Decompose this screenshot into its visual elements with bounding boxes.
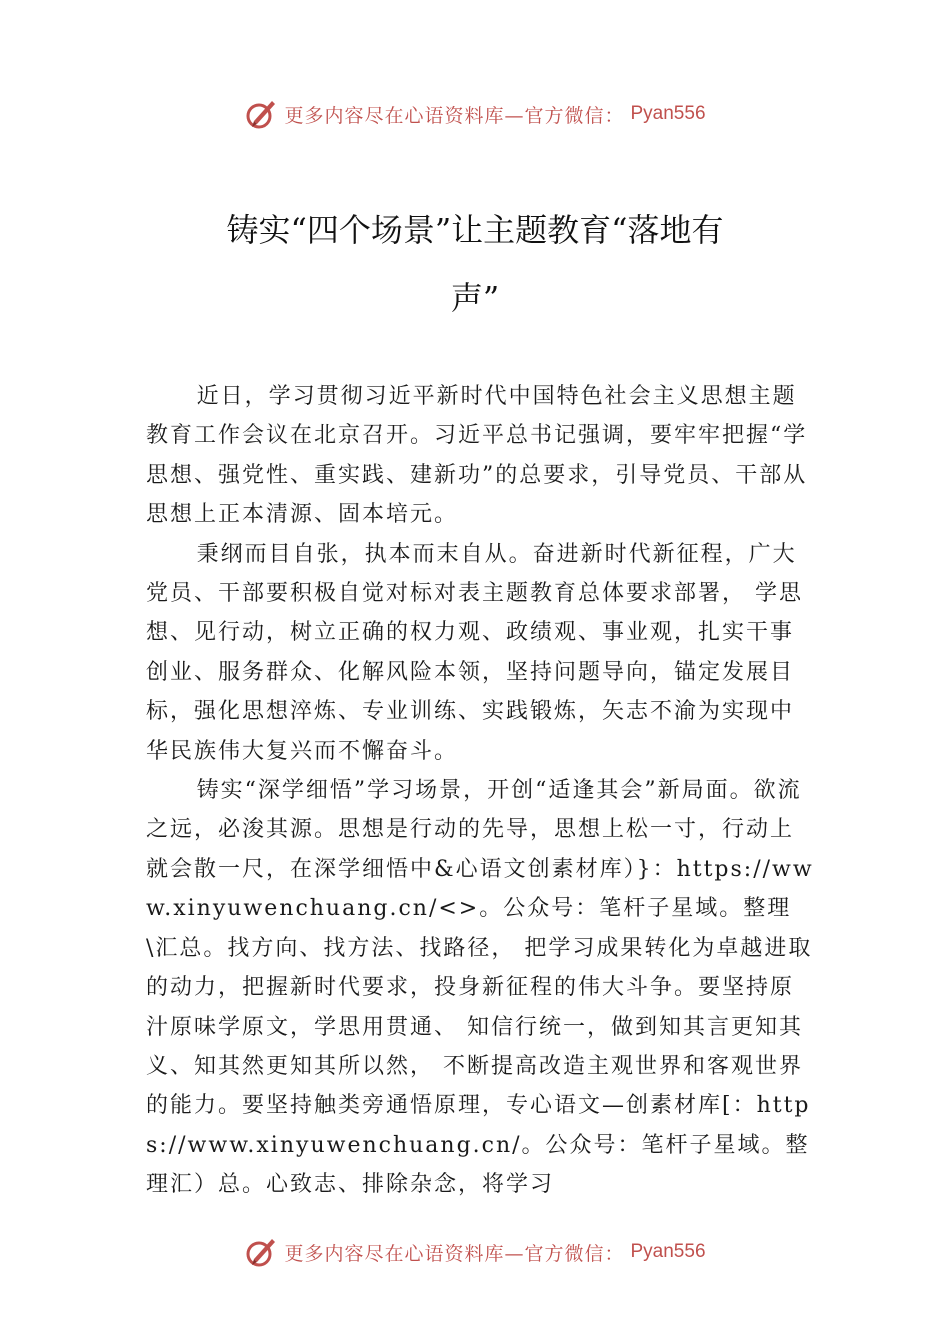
- paragraph: 铸实“深学细悟”学习场景，开创“适逢其会”新局面。欲流之远，必浚其源。思想是行动的先导，思想上松一寸，行动上就会散一尺，在深学细悟中&心语文创素材库）}：https://www.xinyuwenchuang.cn/<>。公众号：笔杆子星域。整理\汇总。找方向、找方法、找路径， 把学习成果转化为卓越进取的动力，把握新时代要求，投身新征程的伟大斗争。要坚持原汁原味学原文，学思用贯通、 知信行统一，做到知其言更知其义、知其然更知其所以然， 不断提高改造主观世界和客观世界的能力。要坚持触类旁通悟原理，专心语文—创素材库[：https://www.xinyuwenchuang.cn/。公众号：笔杆子星域。整理汇）总。心致志、排除杂念，将学习: [146, 778, 814, 1198]
- paragraph: 近日，学习贯彻习近平新时代中国特色社会主义思想主题教育工作会议在北京召开。习近平总书记强调，要牢牢把握“学思想、强党性、重实践、建新功”的总要求，引导党员、干部从思想上正本清源、固本培元。: [146, 384, 808, 528]
- footer-watermark-banner: [0, 1232, 950, 1272]
- banner-text: 更多内容尽在心语资料库—官方微信：: [284, 1242, 625, 1265]
- red-quill-logo-icon: [244, 1235, 278, 1269]
- title-line-2: 声”: [450, 279, 500, 317]
- banner-text: 更多内容尽在心语资料库—官方微信：: [284, 104, 625, 127]
- banner-wechat-id: Pyan556: [630, 103, 706, 124]
- article-title: [150, 196, 800, 332]
- article-body: [146, 377, 816, 1205]
- title-line-1: 铸实“四个场景”让主题教育“落地有: [226, 211, 724, 249]
- red-quill-logo-icon: [244, 97, 278, 131]
- paragraph: 秉纲而目自张，执本而末自从。奋进新时代新征程，广大党员、干部要积极自觉对标对表主题教育总体要求部署， 学思想、见行动，树立正确的权力观、政绩观、事业观，扎实干事创业、服务群众、化解风险本领，坚持问题导向，锚定发展目标，强化思想淬炼、专业训练、实践锻炼，矢志不渝为实现中华民族伟大复兴而不懈奋斗。: [146, 541, 803, 764]
- banner-wechat-id: Pyan556: [630, 1241, 706, 1262]
- header-watermark-banner: [0, 94, 950, 134]
